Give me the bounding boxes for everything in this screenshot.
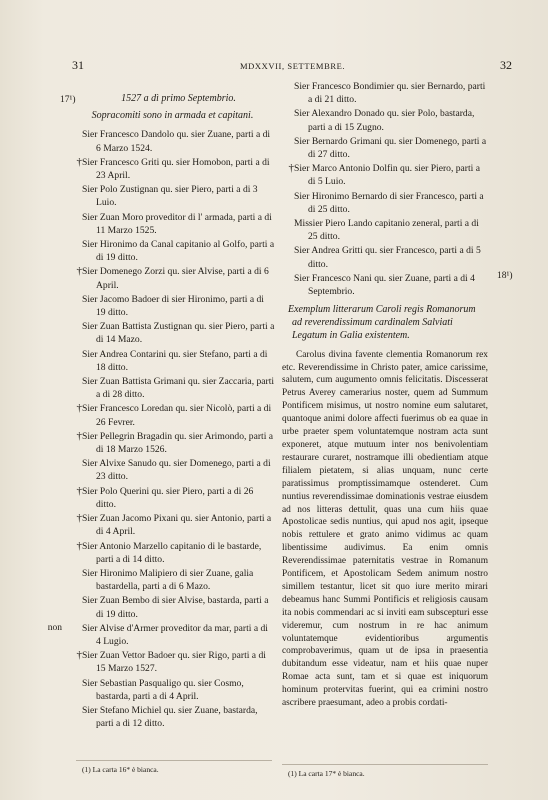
entry-text: Missier Piero Lando capitanio zeneral, parti a di 25 ditto. (294, 218, 479, 243)
entry-text: Sier Antonio Marzello capitanio di le bastarde, parti a di 14 ditto. (82, 540, 262, 565)
name-entry (282, 217, 488, 243)
footnote-rule-right (282, 764, 488, 765)
dagger-mark: † (76, 402, 82, 415)
name-entry (70, 704, 275, 730)
margin-note-right: 18¹) (497, 271, 513, 281)
page-number-left: 31 (72, 58, 84, 72)
entry-text: Sier Bernardo Grimani qu. sier Domenego, parti a di 27 ditto. (294, 135, 487, 161)
name-entry (282, 272, 488, 298)
name-entry (282, 135, 488, 161)
name-entry (70, 485, 275, 511)
entry-text: Sier Andrea Contarini qu. sier Stefano, parti a di 18 ditto. (82, 348, 268, 373)
name-entry (70, 430, 275, 456)
entry-text: Sier Alvixe Sanudo qu. sier Domenego, parti a di 23 ditto. (82, 458, 271, 483)
page-number-right: 32 (500, 58, 512, 72)
entry-text: Sier Francesco Bondimier qu. sier Bernardo, parti a di 21 ditto. (294, 81, 486, 106)
name-entry (282, 80, 488, 106)
dagger-mark: † (76, 512, 82, 525)
name-entry (70, 512, 275, 538)
entry-text: Sier Zuan Battista Grimani qu. sier Zaccaria, parti a di 28 ditto. (82, 376, 275, 401)
name-entry (70, 567, 275, 593)
entry-text: Sier Jacomo Badoer di sier Hironimo, parti a di 19 ditto. (82, 293, 264, 319)
name-entry (70, 320, 275, 346)
name-entry (70, 293, 275, 319)
entry-text: Sier Zuan Moro proveditor di l' armada, parti a di 11 Marzo 1525. (82, 211, 272, 236)
footnote-left: (1) La carta 16* è bianca. (82, 765, 159, 774)
entry-text: Sier Marco Antonio Dolfin qu. sier Piero, parti a di 5 Luio. (294, 163, 480, 188)
name-entry (70, 540, 275, 566)
entry-text: Sier Zuan Jacomo Pixani qu. sier Antonio, parti a di 4 April. (82, 513, 272, 538)
name-entry (47, 622, 275, 648)
footnote-rule-left (76, 760, 272, 761)
non-annotation: non (47, 622, 62, 633)
right-entry-list (282, 80, 488, 298)
name-entry (70, 265, 275, 291)
dagger-mark: † (288, 162, 294, 175)
name-entry (70, 238, 275, 264)
entry-text: Sier Francesco Loredan qu. sier Nicolò, parti a di 26 Fevrer. (82, 403, 272, 428)
name-entry (70, 156, 275, 182)
entry-text: Sier Stefano Michiel qu. sier Zuane, bastarda, parti a di 12 ditto. (82, 704, 258, 730)
running-title: MDXXVII, SETTEMBRE. (240, 61, 346, 71)
entry-text: Sier Domenego Zorzi qu. sier Alvise, parti a di 6 April. (82, 266, 269, 291)
right-column (282, 80, 488, 710)
entry-text: Sier Zuan Bembo di sier Alvise, bastarda, parti a di 19 ditto. (82, 595, 269, 620)
footnote-right: (1) La carta 17* è bianca. (288, 769, 365, 778)
entry-text: Sier Francesco Griti qu. sier Homobon, parti a di 23 April. (82, 156, 270, 182)
name-entry (70, 348, 275, 374)
name-entry (282, 162, 488, 188)
entry-text: Sier Alvise d'Armer proveditor da mar, parti a di 4 Lugio. (82, 622, 268, 647)
name-entry (70, 677, 275, 703)
name-entry (70, 183, 275, 209)
margin-note-left: 17¹) (60, 95, 76, 105)
dagger-mark: † (76, 429, 82, 442)
entry-text: Sier Polo Querini qu. sier Piero, parti a di 26 ditto. (82, 485, 254, 510)
name-entry (70, 128, 275, 154)
name-entry (282, 190, 488, 216)
entry-text: Sier Pellegrin Bragadin qu. sier Arimondo, parti a di 18 Marzo 1526. (82, 430, 274, 456)
dagger-mark: † (76, 484, 82, 497)
exemplum-title: Exemplum litterarum Caroli regis Romanorum ad reverendissimum cardinalem Salviati Legatum in Galia existentem. (288, 304, 476, 341)
entry-text: Sier Francesco Dandolo qu. sier Zuane, parti a di 6 Marzo 1524. (82, 129, 271, 154)
dagger-mark: † (76, 265, 82, 278)
dagger-mark: † (76, 155, 82, 168)
left-entry-list (47, 128, 275, 730)
entry-date: 1527 a dì primo Septembrio. (121, 93, 236, 104)
entry-text: Sier Hironimo Bernardo di sier Francesco, parti a di 25 ditto. (294, 190, 484, 215)
entry-text: Sier Zuan Battista Zustignan qu. sier Piero, parti a di 14 Mazo. (82, 321, 275, 346)
name-entry (70, 211, 275, 237)
name-entry (282, 244, 488, 270)
dagger-mark: † (76, 539, 82, 552)
name-entry (70, 457, 275, 483)
name-entry (70, 375, 275, 401)
letter-paragraph: Carolus divina favente clementia Romanorum rex etc. Reverendissime in Christo pater, amice carissime, salutem, cum augumento omnis felicitatis. Discesserat Petrus Averey camerarius noster, quem ad Summum Pontificem misimus, ut nostro nomine eum salutaret, quantoque animi dolore affecti fuerimus ob ea quae in urbe praeter spem voluntatemque nostram acta sunt exponeret, atque mutuum inter nos benivolentiam restaurare curaret, nostramque illi obedientiam atque filialem pietatem, si alias unquam, nunc certe paratissimus promptissimamque ostenderet. Cum nuntius reverendissimae dominationis vestrae eiusdem ad nos litteras dettulit, quas una cum hiis quae Apostolicae sedis nuntius, qui apud nos agit, ipseque nobis rettulere et grato animo vidimus ac quam libentissime audivimus. Ea enim omnis Reverendissimae paternitatis vestrae in Romanum Pontificem, et Apostolicam Sedem animum nostro simillem testantur, licet sit quo iure merito mirari debeamus hanc Summi Pontificis et religiosis causam ita nobis commendari ac si inviti eam subscepturi esse videremur, cum nostrum in re hac animum voluntatemque evidentioribus argumentis comprobaverimus, quam ut de ipsa in praesentia dubitandum esse videatur, nam et hiis quae nuper Romae acta sunt, tam et si quae est iniquorum hominum protervitas fuerint, qui ea crimini nostro ascribere praesumant, adeo a probis cordati- (282, 349, 488, 709)
dagger-mark: † (76, 649, 82, 662)
name-entry (282, 107, 488, 133)
entry-text: Sier Andrea Gritti qu. sier Francesco, parti a di 5 ditto. (294, 245, 481, 270)
name-entry (70, 649, 275, 675)
entry-text: Sier Alexandro Donado qu. sier Polo, bastarda, parti a di 15 Zugno. (294, 108, 475, 133)
name-entry (70, 402, 275, 428)
entry-text: Sier Hironimo Malipiero di sier Zuane, galia bastardella, parti a di 6 Mazo. (82, 567, 254, 593)
entry-text: Sier Polo Zustignan qu. sier Piero, parti a di 3 Luio. (82, 184, 258, 209)
entry-text: Sier Hironimo da Canal capitanio al Golfo, parti a di 19 ditto. (82, 239, 275, 264)
name-entry (70, 594, 275, 620)
entry-text: Sier Sebastian Pasqualigo qu. sier Cosmo, bastarda, parti a di 4 April. (82, 677, 244, 702)
entry-text: Sier Francesco Nani qu. sier Zuane, parti a di 4 Septembrio. (294, 272, 475, 298)
entry-text: Sier Zuan Vettor Badoer qu. sier Rigo, parti a di 15 Marzo 1527. (82, 650, 266, 675)
entry-subtitle: Sopracomiti sono in armada et capitani. (91, 110, 254, 122)
